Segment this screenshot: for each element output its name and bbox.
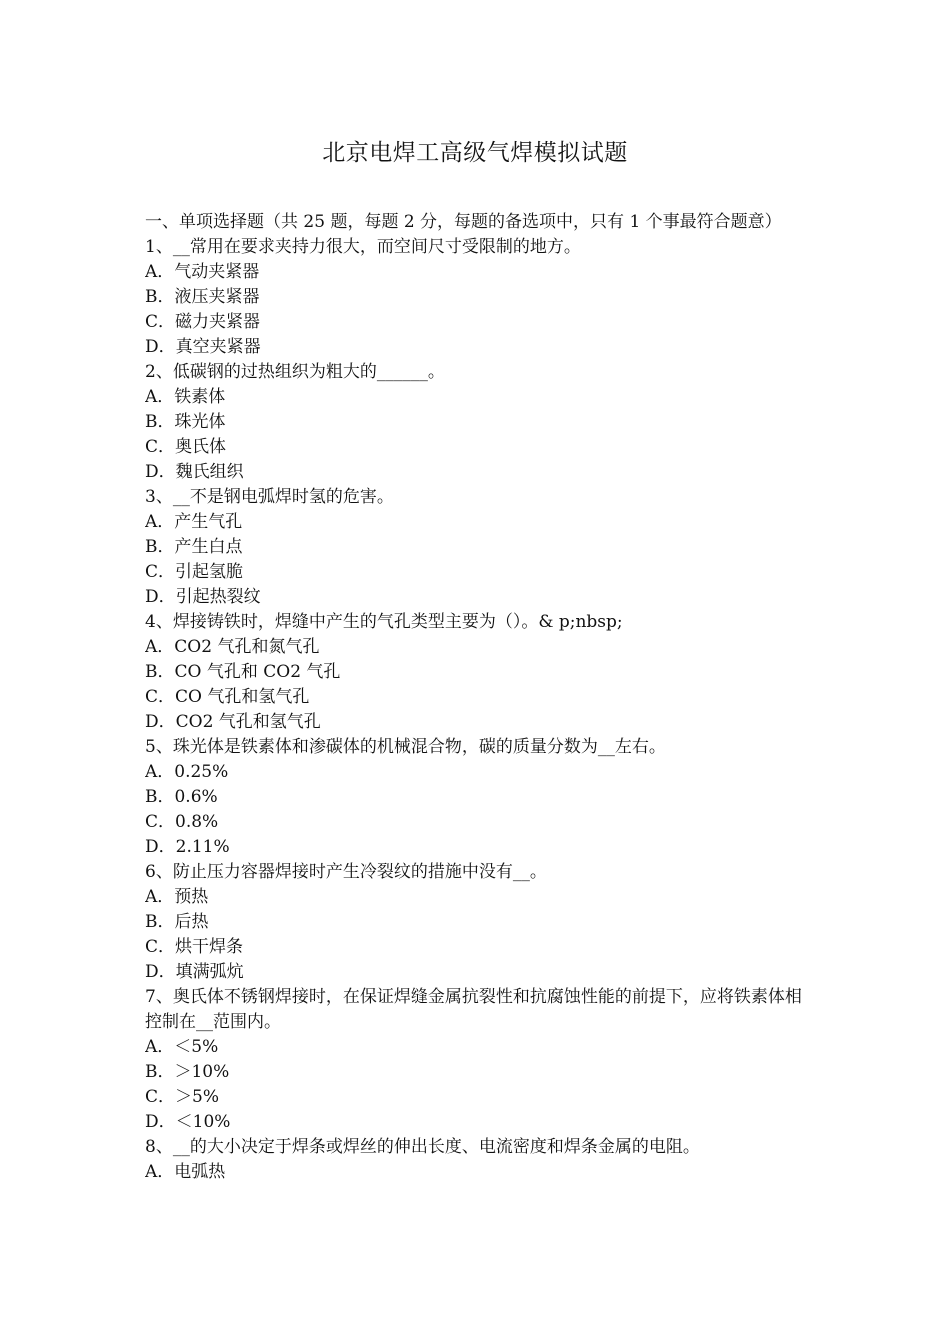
answer-option: A．气动夹紧器: [145, 262, 260, 282]
answer-option: B．产生白点: [145, 537, 243, 557]
answer-option: B．0.6%: [145, 787, 218, 807]
answer-option: D．＜10%: [145, 1112, 231, 1132]
answer-option: D．魏氏组织: [145, 462, 244, 482]
answer-option: A．＜5%: [145, 1037, 219, 1057]
answer-option: D．填满弧炕: [145, 962, 244, 982]
answer-option: C．磁力夹紧器: [145, 312, 261, 332]
answer-option: A．CO2 气孔和氮气孔: [145, 637, 320, 657]
answer-option: B．后热: [145, 912, 209, 932]
answer-option: D．引起热裂纹: [145, 587, 261, 607]
answer-option: C．引起氢脆: [145, 562, 244, 582]
section-intro: 一、单项选择题（共 25 题，每题 2 分，每题的备选项中，只有 1 个事最符合题意）: [145, 212, 782, 232]
question-stem: 5、珠光体是铁素体和渗碳体的机械混合物，碳的质量分数为__左右。: [145, 737, 666, 757]
answer-option: A．产生气孔: [145, 512, 243, 532]
answer-option: A．铁素体: [145, 387, 226, 407]
answer-option: A．预热: [145, 887, 209, 907]
answer-option: D．真空夹紧器: [145, 337, 261, 357]
answer-option: B．＞10%: [145, 1062, 230, 1082]
question-block-7: [145, 985, 809, 1135]
answer-option: B．CO 气孔和 CO2 气孔: [145, 662, 341, 682]
answer-option: C．CO 气孔和氢气孔: [145, 687, 310, 707]
answer-option: D．2.11%: [145, 837, 230, 857]
document-body: [145, 210, 809, 1185]
question-block-4: [145, 610, 809, 735]
answer-option: C．＞5%: [145, 1087, 219, 1107]
question-block-3: [145, 485, 809, 610]
question-stem: 2、低碳钢的过热组织为粗大的______。: [145, 362, 445, 382]
question-stem: 3、__不是钢电弧焊时氢的危害。: [145, 487, 394, 507]
answer-option: B．液压夹紧器: [145, 287, 260, 307]
question-stem: 4、焊接铸铁时，焊缝中产生的气孔类型主要为（）。& p;nbsp;: [145, 612, 623, 632]
question-stem: 1、__常用在要求夹持力很大，而空间尺寸受限制的地方。: [145, 237, 581, 257]
answer-option: C．烘干焊条: [145, 937, 244, 957]
answer-option: A．电弧热: [145, 1162, 226, 1182]
question-stem: 7、奥氏体不锈钢焊接时，在保证焊缝金属抗裂性和抗腐蚀性能的前提下，应将铁素体相控制在__范围内。: [145, 987, 802, 1032]
question-stem: 8、__的大小决定于焊条或焊丝的伸出长度、电流密度和焊条金属的电阻。: [145, 1137, 700, 1157]
question-stem: 6、防止压力容器焊接时产生冷裂纹的措施中没有__。: [145, 862, 547, 882]
question-block-1: [145, 235, 809, 360]
document-title: 北京电焊工高级气焊模拟试题: [322, 140, 628, 166]
answer-option: A．0.25%: [145, 762, 229, 782]
answer-option: D．CO2 气孔和氢气孔: [145, 712, 321, 732]
question-block-6: [145, 860, 809, 985]
question-block-2: [145, 360, 809, 485]
question-block-8: [145, 1135, 809, 1185]
question-block-5: [145, 735, 809, 860]
answer-option: C．0.8%: [145, 812, 219, 832]
answer-option: C．奥氏体: [145, 437, 227, 457]
answer-option: B．珠光体: [145, 412, 226, 432]
